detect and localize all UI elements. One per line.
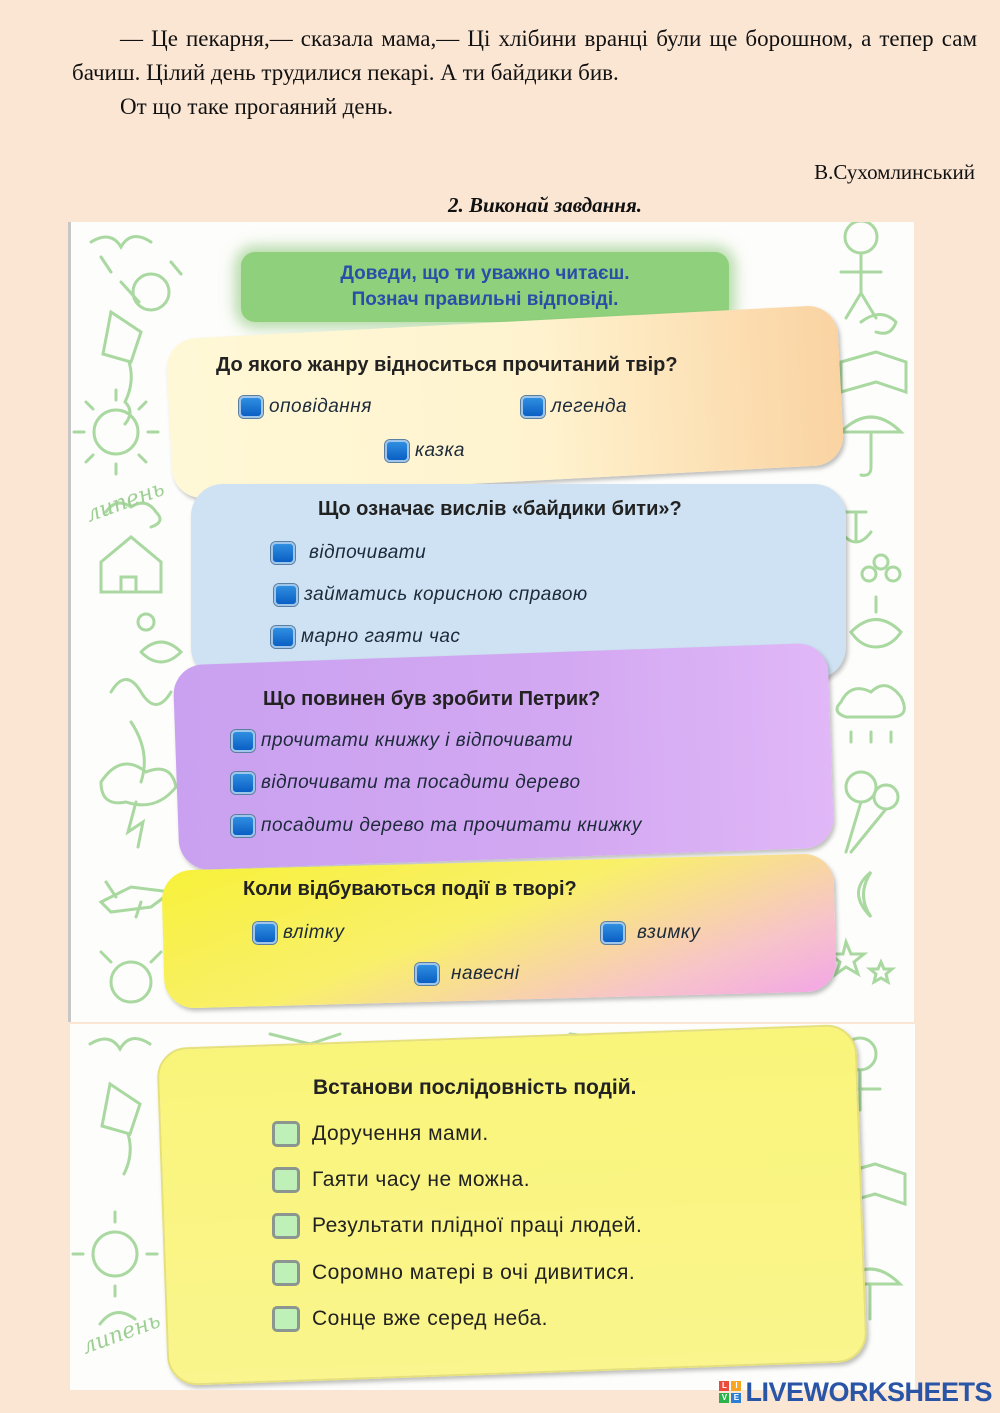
balloon-doodle-icon <box>846 772 876 802</box>
story-paragraph: — Це пекарня,— сказала мама,— Ці хлібини вранці були ще борошном, а тепер сам бачиш. Цілий день трудилися пекарі. А ти байдики бив. <box>72 26 977 85</box>
kid-doodle-icon <box>845 222 877 253</box>
plane-doodle-icon <box>101 882 171 917</box>
answer-label: взимку <box>637 922 701 943</box>
svg-text:липень: липень <box>78 1308 164 1360</box>
kite-doodle-icon <box>103 312 141 424</box>
sequence-label: Доручення мами. <box>312 1122 489 1145</box>
answer-option[interactable] <box>231 730 573 752</box>
answer-label: навесні <box>451 963 520 984</box>
house-doodle-icon <box>101 537 161 592</box>
answer-checkbox[interactable] <box>231 815 255 837</box>
answer-option[interactable] <box>271 626 460 648</box>
sequence-label: Результати плідної праці людей. <box>312 1214 643 1237</box>
answer-label: відпочивати <box>309 542 427 563</box>
sequence-order-box[interactable] <box>272 1167 300 1193</box>
answer-checkbox[interactable] <box>231 730 255 752</box>
worksheet-panel-sequence <box>70 1024 915 1390</box>
answer-option[interactable] <box>274 584 588 606</box>
answer-option[interactable] <box>415 963 520 985</box>
story-author: В.Сухомлинський <box>814 160 975 184</box>
sequence-item[interactable] <box>272 1213 642 1239</box>
sequence-item[interactable] <box>272 1121 489 1147</box>
answer-option[interactable] <box>601 922 700 944</box>
svg-text:липень: липень <box>82 476 168 528</box>
answer-label: оповідання <box>269 396 372 417</box>
sequence-order-box[interactable] <box>272 1121 300 1147</box>
worksheet-panel-questions <box>68 222 914 1022</box>
answer-label: легенда <box>551 396 628 417</box>
logo-mark-icon: L I V E <box>719 1381 741 1403</box>
tree-doodle-icon <box>101 764 176 847</box>
answer-checkbox[interactable] <box>231 772 255 794</box>
answer-label: марно гаяти час <box>301 626 461 647</box>
banner-line-1: Доведи, що ти уважно читаєш. <box>340 263 630 284</box>
sun-doodle-icon <box>94 410 138 454</box>
answer-label: займатись корисною справою <box>304 584 588 605</box>
sequence-order-box[interactable] <box>272 1306 300 1332</box>
sequence-title: Встанови послідовність подій. <box>313 1076 637 1099</box>
kite-doodle-icon <box>102 1084 140 1174</box>
answer-checkbox[interactable] <box>601 922 625 944</box>
sequence-label: Сонце вже серед неба. <box>312 1307 548 1330</box>
story-paragraph: От що таке прогаяний день. <box>120 94 394 119</box>
liveworksheets-logo <box>719 1377 992 1407</box>
answer-label: прочитати книжку і відпочивати <box>261 730 573 751</box>
sequence-item[interactable] <box>272 1260 635 1286</box>
sequence-item[interactable] <box>272 1306 548 1332</box>
sequence-order-box[interactable] <box>272 1260 300 1286</box>
answer-label: посадити дерево та прочитати книжку <box>261 815 642 836</box>
answer-label: казка <box>415 440 465 461</box>
sun-doodle-icon <box>93 1232 137 1276</box>
answer-option[interactable] <box>271 542 426 564</box>
answer-option[interactable] <box>385 440 465 462</box>
bird-doodle-icon <box>91 237 151 272</box>
answer-option[interactable] <box>231 815 642 837</box>
logo-text: LIVEWORKSHEETS <box>745 1376 992 1407</box>
answer-checkbox[interactable] <box>521 396 545 418</box>
answer-label: відпочивати та посадити дерево <box>261 772 581 793</box>
answer-checkbox[interactable] <box>385 440 409 462</box>
sequence-label: Соромно матері в очі дивитися. <box>312 1261 636 1284</box>
answer-checkbox[interactable] <box>415 963 439 985</box>
moon-doodle-icon <box>859 872 872 917</box>
sequence-item[interactable] <box>272 1167 530 1193</box>
question-text: Що означає вислів «байдики бити»? <box>318 498 682 520</box>
bird-doodle-icon <box>90 1039 150 1049</box>
answer-label: влітку <box>283 922 345 943</box>
answer-option[interactable] <box>231 772 581 794</box>
answer-option[interactable] <box>239 396 372 418</box>
answer-checkbox[interactable] <box>271 626 295 648</box>
answer-option[interactable] <box>521 396 627 418</box>
instruction-banner <box>241 252 729 322</box>
story-text <box>72 22 977 124</box>
answer-checkbox[interactable] <box>253 922 277 944</box>
kid-doodle-icon <box>111 962 151 1002</box>
question-text: Що повинен був зробити Петрик? <box>263 688 601 710</box>
answer-checkbox[interactable] <box>271 542 295 564</box>
question-text: Коли відбуваються події в творі? <box>243 878 577 900</box>
banner-line-2: Познач правильні відповіді. <box>351 289 619 310</box>
question-text: До якого жанру відноситься прочитаний твір? <box>216 354 678 376</box>
answer-checkbox[interactable] <box>274 584 298 606</box>
shell-doodle-icon <box>851 597 901 647</box>
task-title: 2. Виконай завдання. <box>447 193 643 217</box>
answer-option[interactable] <box>253 922 345 944</box>
sequence-label: Гаяти часу не можна. <box>312 1168 531 1191</box>
book-doodle-icon <box>841 352 906 392</box>
sequence-order-box[interactable] <box>272 1213 300 1239</box>
umbrella-doodle-icon <box>841 417 901 475</box>
cloud-doodle-icon <box>837 686 904 742</box>
answer-checkbox[interactable] <box>239 396 263 418</box>
